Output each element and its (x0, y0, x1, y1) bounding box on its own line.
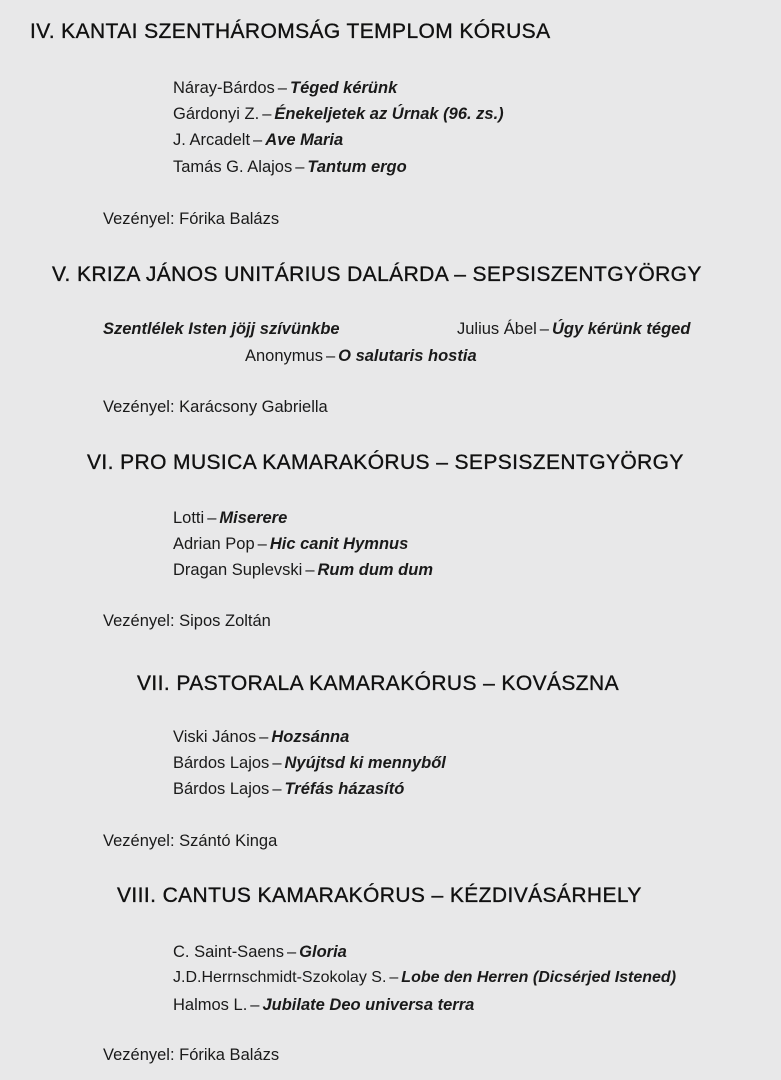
section-heading: IV. KANTAI SZENTHÁROMSÁG TEMPLOM KÓRUSA (30, 20, 551, 43)
program-item (103, 316, 340, 342)
dash: – (295, 158, 305, 176)
piece-title: Tantum ergo (307, 158, 407, 176)
dash: – (539, 320, 549, 338)
program-item (173, 750, 446, 776)
program-item (173, 127, 343, 153)
program-item (173, 776, 404, 802)
dash: – (262, 105, 272, 123)
program-item (173, 154, 407, 180)
program-item (173, 724, 349, 750)
piece-title: Hic canit Hymnus (269, 535, 409, 553)
piece-title: Rum dum dum (317, 561, 434, 579)
program-item (173, 965, 676, 991)
program-item (457, 316, 690, 342)
composer: Halmos L. (173, 996, 248, 1014)
composer: Viski János (173, 728, 257, 746)
piece-title: Nyújtsd ki mennyből (284, 754, 446, 772)
dash: – (325, 347, 336, 365)
section-heading: VI. PRO MUSICA KAMARAKÓRUS – SEPSISZENTGYÖRGY (87, 451, 684, 474)
piece-title: Szentlélek Isten jöjj szívünkbe (103, 320, 340, 338)
composer: Adrian Pop (173, 535, 255, 553)
dash: – (272, 780, 282, 798)
piece-title: Hozsánna (271, 728, 350, 746)
program-item (173, 992, 474, 1018)
conductor-line: Vezényel: Karácsony Gabriella (103, 398, 328, 416)
program-item (245, 343, 477, 369)
composer: Bárdos Lajos (173, 780, 270, 798)
program-item (173, 101, 504, 127)
composer: C. Saint-Saens (173, 943, 284, 961)
piece-title: O salutaris hostia (338, 347, 477, 365)
composer: Náray-Bárdos (173, 79, 275, 97)
composer: Anonymus (245, 347, 323, 365)
composer: Tamás G. Alajos (173, 158, 293, 176)
piece-title: Énekeljetek az Úrnak (96. zs.) (274, 105, 504, 123)
composer: J. Arcadelt (173, 131, 251, 149)
piece-title: Úgy kérünk téged (551, 320, 691, 338)
conductor-line: Vezényel: Szántó Kinga (103, 832, 278, 850)
dash: – (259, 728, 269, 746)
piece-title: Gloria (299, 943, 347, 961)
piece-title: Ave Maria (265, 131, 344, 149)
section-heading: VII. PASTORALA KAMARAKÓRUS – KOVÁSZNA (137, 672, 619, 695)
composer: Julius Ábel (457, 320, 537, 338)
piece-title: Téged kérünk (289, 79, 398, 97)
conductor-line: Vezényel: Fórika Balázs (103, 1046, 280, 1064)
dash: – (389, 969, 399, 986)
dash: – (257, 535, 267, 553)
program-item (173, 505, 287, 531)
dash: – (286, 943, 297, 961)
piece-title: Miserere (219, 509, 288, 527)
dash: – (305, 561, 315, 579)
piece-title: Tréfás házasító (284, 780, 405, 798)
program-item (173, 939, 347, 965)
dash: – (277, 79, 287, 97)
composer: Lotti (173, 509, 205, 527)
conductor-line: Vezényel: Fórika Balázs (103, 210, 280, 228)
composer: J.D.Herrnschmidt-Szokolay S. (173, 969, 387, 986)
dash: – (253, 131, 263, 149)
dash: – (272, 754, 282, 772)
program-item (173, 557, 433, 583)
composer: Gárdonyi Z. (173, 105, 260, 123)
piece-title: Jubilate Deo universa terra (262, 996, 475, 1014)
program-item (173, 75, 397, 101)
section-heading: VIII. CANTUS KAMARAKÓRUS – KÉZDIVÁSÁRHELY (117, 884, 642, 907)
program-item (173, 531, 408, 557)
composer: Bárdos Lajos (173, 754, 270, 772)
composer: Dragan Suplevski (173, 561, 303, 579)
dash: – (250, 996, 260, 1014)
conductor-line: Vezényel: Sipos Zoltán (103, 612, 271, 630)
section-heading: V. KRIZA JÁNOS UNITÁRIUS DALÁRDA – SEPSISZENTGYÖRGY (52, 263, 702, 286)
piece-title: Lobe den Herren (Dicsérjed Istened) (401, 969, 677, 986)
dash: – (207, 509, 217, 527)
